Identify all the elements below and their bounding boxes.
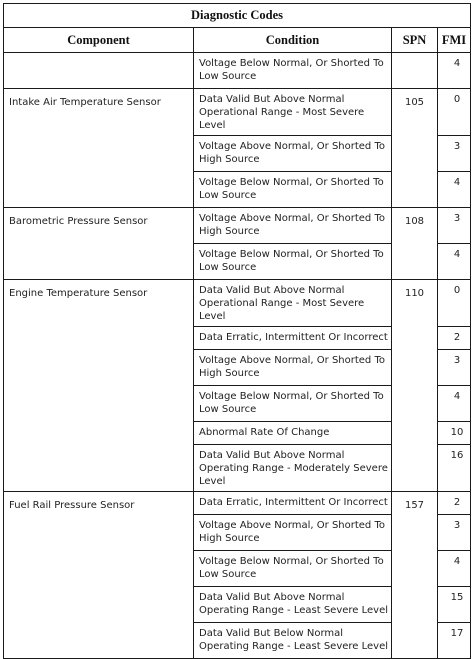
table-row	[4, 208, 471, 244]
fmi-cell: 4	[438, 551, 471, 587]
fmi-cell: 4	[438, 53, 471, 89]
condition-cell: Voltage Above Normal, Or Shorted To High Source	[194, 515, 392, 551]
fmi-cell: 0	[438, 89, 471, 136]
table-row	[4, 492, 471, 515]
fmi-cell: 3	[438, 208, 471, 244]
condition-cell: Data Valid But Above Normal Operating Range - Least Severe Level	[194, 587, 392, 623]
component-cell: Intake Air Temperature Sensor	[4, 89, 194, 208]
fmi-cell: 16	[438, 445, 471, 492]
fmi-cell: 3	[438, 136, 471, 172]
spn-cell: 108	[392, 208, 438, 280]
condition-cell: Voltage Below Normal, Or Shorted To Low Source	[194, 551, 392, 587]
title-row	[4, 4, 471, 28]
fmi-cell: 2	[438, 492, 471, 515]
table-title: Diagnostic Codes	[4, 4, 471, 28]
header-row	[4, 28, 471, 53]
header-component: Component	[4, 28, 194, 53]
component-cell	[4, 53, 194, 89]
fmi-cell: 15	[438, 587, 471, 623]
spn-cell	[392, 53, 438, 89]
condition-cell: Voltage Above Normal, Or Shorted To High Source	[194, 136, 392, 172]
condition-cell: Voltage Below Normal, Or Shorted To Low Source	[194, 172, 392, 208]
spn-cell: 105	[392, 89, 438, 208]
condition-cell: Voltage Below Normal, Or Shorted To Low Source	[194, 386, 392, 422]
fmi-cell: 4	[438, 172, 471, 208]
component-cell: Barometric Pressure Sensor	[4, 208, 194, 280]
spn-cell: 157	[392, 492, 438, 659]
fmi-cell: 3	[438, 350, 471, 386]
fmi-cell: 2	[438, 327, 471, 350]
condition-cell: Data Valid But Above Normal Operational Range - Most Severe Level	[194, 89, 392, 136]
diagnostic-codes-table	[3, 3, 471, 659]
component-cell: Engine Temperature Sensor	[4, 280, 194, 492]
condition-cell: Data Valid But Below Normal Operating Range - Least Severe Level	[194, 623, 392, 659]
condition-cell: Voltage Above Normal, Or Shorted To High Source	[194, 350, 392, 386]
table-row	[4, 280, 471, 327]
fmi-cell: 17	[438, 623, 471, 659]
condition-cell: Voltage Above Normal, Or Shorted To High Source	[194, 208, 392, 244]
condition-cell: Abnormal Rate Of Change	[194, 422, 392, 445]
component-cell: Fuel Rail Pressure Sensor	[4, 492, 194, 659]
fmi-cell: 0	[438, 280, 471, 327]
table-row	[4, 89, 471, 136]
fmi-cell: 4	[438, 386, 471, 422]
spn-cell: 110	[392, 280, 438, 492]
condition-cell: Data Valid But Above Normal Operating Range - Moderately Severe Level	[194, 445, 392, 492]
header-condition: Condition	[194, 28, 392, 53]
table-row	[4, 53, 471, 89]
fmi-cell: 3	[438, 515, 471, 551]
condition-cell: Data Valid But Above Normal Operational Range - Most Severe Level	[194, 280, 392, 327]
diagnostic-codes-document	[3, 3, 471, 659]
fmi-cell: 10	[438, 422, 471, 445]
header-spn: SPN	[392, 28, 438, 53]
header-fmi: FMI	[438, 28, 471, 53]
condition-cell: Data Erratic, Intermittent Or Incorrect	[194, 327, 392, 350]
condition-cell: Data Erratic, Intermittent Or Incorrect	[194, 492, 392, 515]
fmi-cell: 4	[438, 244, 471, 280]
condition-cell: Voltage Below Normal, Or Shorted To Low Source	[194, 53, 392, 89]
condition-cell: Voltage Below Normal, Or Shorted To Low Source	[194, 244, 392, 280]
